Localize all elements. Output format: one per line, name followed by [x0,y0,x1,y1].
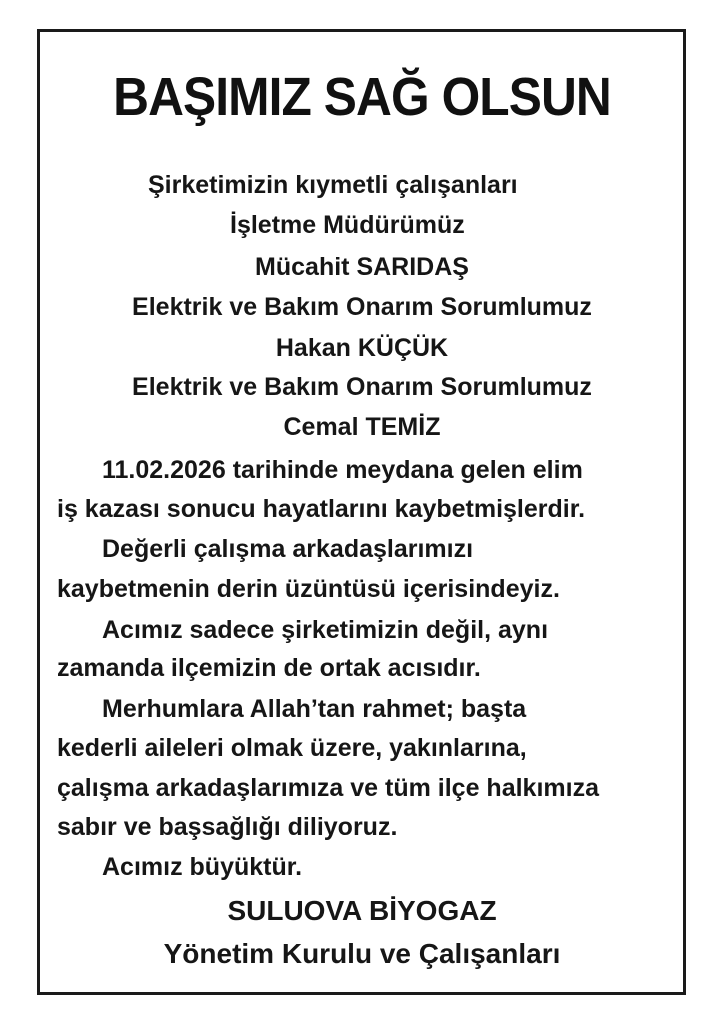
body-line-7: Merhumlara Allah’tan rahmet; başta [102,695,527,723]
body-line-1: 11.02.2026 tarihinde meydana gelen elim [102,456,583,484]
body-line-9: çalışma arkadaşlarımıza ve tüm ilçe halkımıza [57,774,599,802]
person-1-name: Mücahit SARIDAŞ [255,253,469,281]
body-line-8: kederli aileleri olmak üzere, yakınlarına, [57,734,527,762]
body-line-2: iş kazası sonucu hayatlarını kaybetmişlerdir. [57,495,586,523]
person-2-role: Elektrik ve Bakım Onarım Sorumlumuz [132,293,592,321]
body-line-4: kaybetmenin derin üzüntüsü içerisindeyiz. [57,575,560,603]
person-3-role: Elektrik ve Bakım Onarım Sorumlumuz [132,373,592,401]
signature-company: SULUOVA BİYOGAZ [227,895,497,926]
body-line-6: zamanda ilçemizin de ortak acısıdır. [57,654,481,682]
notice-title: BAŞIMIZ SAĞ OLSUN [113,67,611,127]
person-1-role: İşletme Müdürümüz [230,211,465,239]
intro-line: Şirketimizin kıymetli çalışanları [148,171,518,199]
body-line-3: Değerli çalışma arkadaşlarımızı [102,535,474,563]
signature-subtitle: Yönetim Kurulu ve Çalışanları [163,938,561,969]
body-line-10: sabır ve başsağlığı diliyoruz. [57,813,398,841]
body-line-5: Acımız sadece şirketimizin değil, aynı [102,616,549,644]
person-3-name: Cemal TEMİZ [283,413,441,441]
body-line-11: Acımız büyüktür. [102,853,303,881]
person-2-name: Hakan KÜÇÜK [275,334,449,362]
